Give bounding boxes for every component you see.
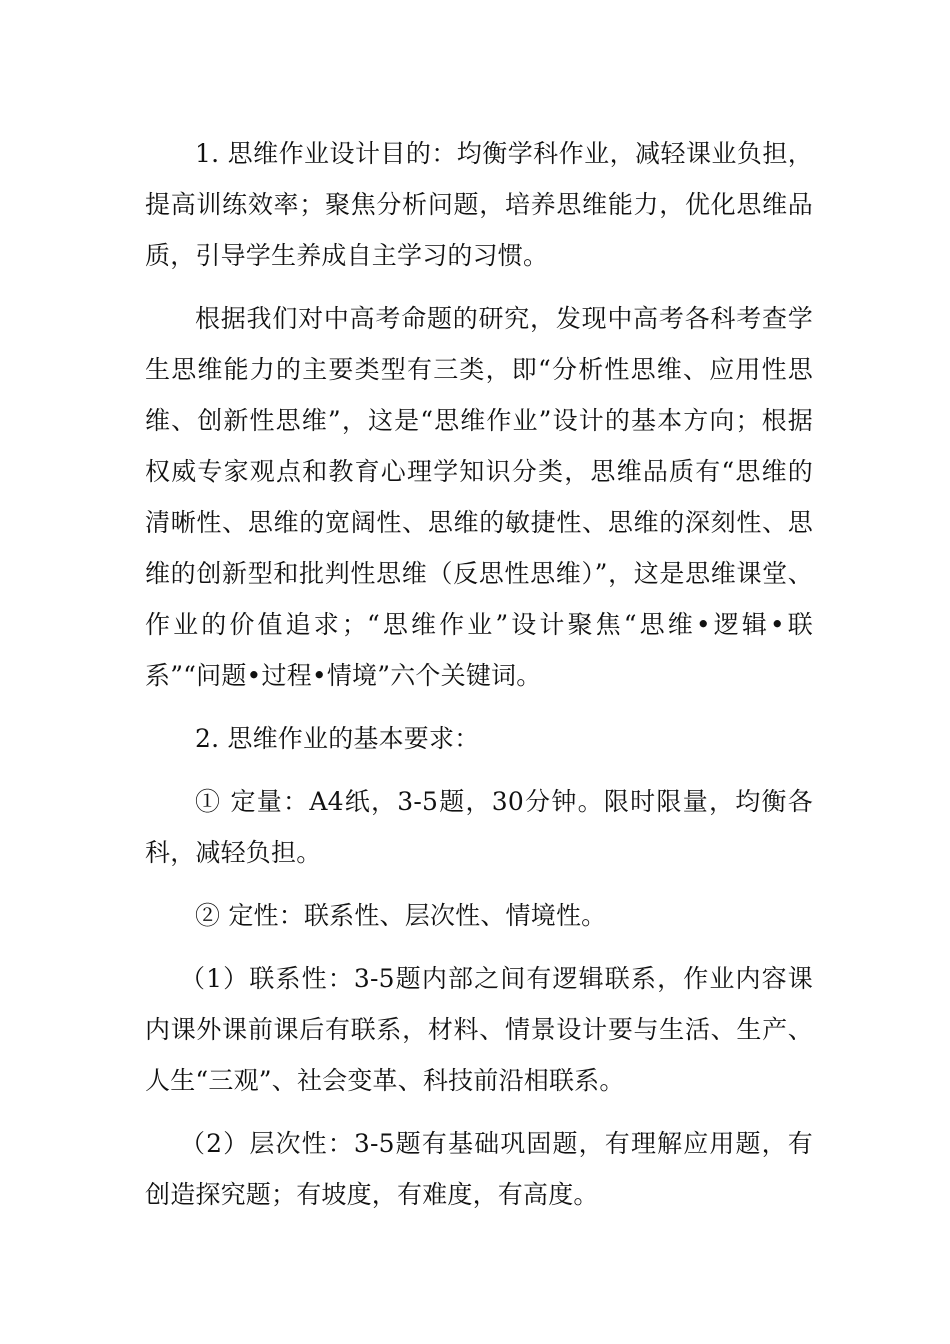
paragraph-connectivity: （1）联系性：3-5题内部之间有逻辑联系，作业内容课内课外课前课后有联系，材料、情景设计要与生活、生产、人生“三观”、社会变革、科技前沿相联系。: [145, 964, 813, 1095]
paragraph-basic-requirements-heading: 2. 思维作业的基本要求：: [195, 724, 480, 753]
paragraph-design-purpose: 1. 思维作业设计目的：均衡学科作业，减轻课业负担，提高训练效率；聚焦分析问题，培养思维能力，优化思维品质，引导学生养成自主学习的习惯。: [145, 139, 813, 270]
paragraph-quantity-requirement: ① 定量：A4纸，3-5题，30分钟。限时限量，均衡各科，减轻负担。: [145, 787, 813, 867]
paragraph-hierarchy: （2）层次性：3-5题有基础巩固题，有理解应用题，有创造探究题；有坡度，有难度，有高度。: [145, 1129, 813, 1209]
document-body: [145, 128, 813, 1232]
paragraph-thinking-types: 根据我们对中高考命题的研究，发现中高考各科考查学生思维能力的主要类型有三类，即“分析性思维、应用性思维、创新性思维”，这是“思维作业”设计的基本方向；根据权威专家观点和教育心理学知识分类，思维品质有“思维的清晰性、思维的宽阔性、思维的敏捷性、思维的深刻性、思维的创新型和批判性思维（反思性思维）”，这是思维课堂、作业的价值追求；“思维作业”设计聚焦“思维•逻辑•联系”“问题•过程•情境”六个关键词。: [145, 304, 813, 690]
paragraph-quality-requirement: ② 定性：联系性、层次性、情境性。: [195, 901, 607, 930]
